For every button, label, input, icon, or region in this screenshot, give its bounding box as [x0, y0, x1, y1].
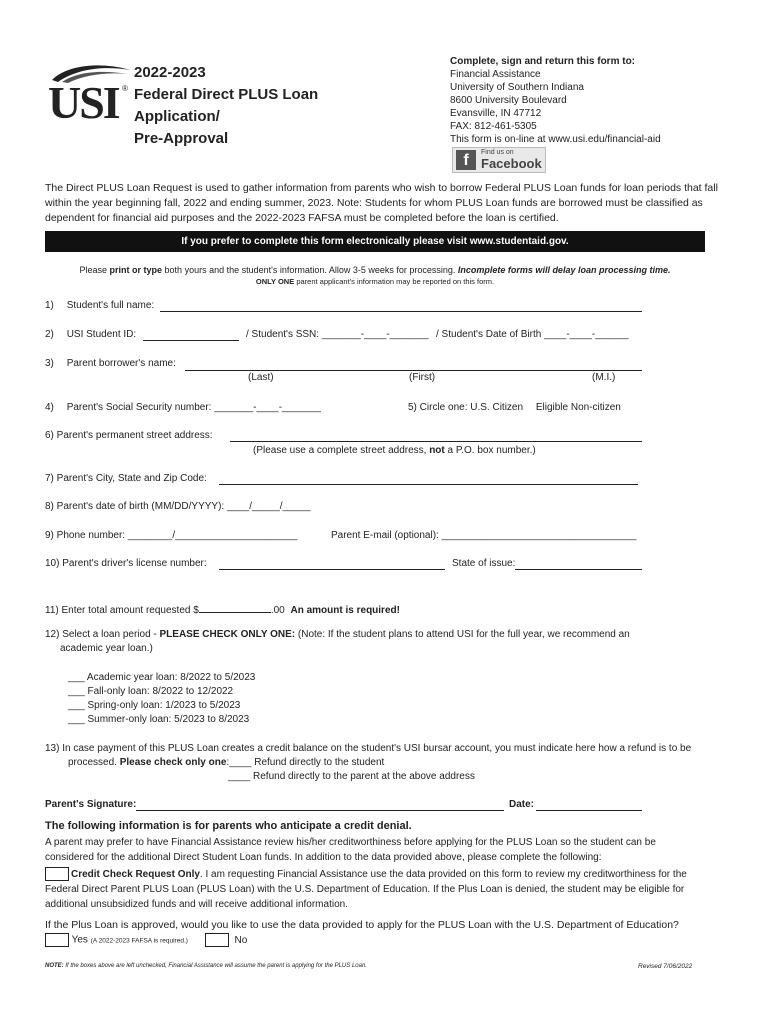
parent-dob-field[interactable]: 8) Parent's date of birth (MM/DD/YYYY): ____/_____/_____ [45, 501, 311, 512]
revised-date: Revised 7/06/2022 [638, 963, 693, 970]
instructions-line2 [45, 276, 705, 288]
address-note-text: (Please use a complete street address, [253, 445, 430, 456]
q12-text: (Note: If the student plans to attend USI for the full year, we recommend an [295, 629, 630, 640]
no-label: No [234, 934, 248, 946]
return-heading: Complete, sign and return this form to: [450, 56, 636, 67]
approval-question: If the Plus Loan is approved, would you like to use the data provided to apply for the PLUS Loan with the U.S. Department of Education? [45, 919, 679, 931]
amount-label: 11) Enter total amount requested $ [45, 605, 199, 616]
instructions [45, 264, 705, 288]
us-citizen-option[interactable]: 5) Circle one: U.S. Citizen [408, 402, 524, 413]
q4-parent-ssn [45, 402, 321, 413]
yes-label: Yes [71, 934, 88, 946]
instr-text: parent applicant's information may be reported on this form. [294, 277, 495, 286]
signature-field[interactable] [136, 810, 504, 811]
summer-only-option[interactable]: ___ Summer-only loan: 5/2023 to 8/2023 [68, 714, 250, 725]
amount-field[interactable] [199, 600, 271, 613]
credit-check-label: Credit Check Request Only [71, 869, 200, 880]
refund-student-option[interactable]: :____ Refund directly to the student [226, 757, 385, 768]
title-line3: Application/ [134, 108, 220, 125]
address-note [253, 445, 536, 456]
approval-options [45, 933, 247, 947]
credit-text: A parent may prefer to have Financial Assistance review his/her creditworthiness before applying for the PLUS Loan so the student can be [45, 837, 656, 848]
title-year: 2022-2023 [134, 64, 206, 81]
refund-parent-option[interactable]: ____ Refund directly to the parent at the above address [228, 771, 475, 782]
q1-label: Student's full name: [66, 300, 155, 311]
q11-amount [45, 600, 400, 616]
footer-note-text: If the boxes above are left unchecked, Financial Assistance will assume the parent is applying for the PLUS Loan. [63, 963, 367, 969]
instr-bold: print or type [109, 265, 163, 275]
return-line: Evansville, IN 47712 [450, 108, 542, 119]
q12-text: 12) Select a loan period - [45, 629, 160, 640]
electronic-banner: If you prefer to complete this form electronically please visit www.studentaid.gov. [45, 231, 705, 252]
intro-line: dependent for financial aid purposes and the 2022-2023 FAFSA must be completed before the loan is certified. [45, 212, 559, 224]
state-of-issue-label: State of issue: [452, 558, 516, 569]
q13-bold: Please check only one [119, 757, 227, 768]
q2-number: 2) [45, 329, 54, 340]
credit-text: considered for the additional Direct Student Loan funds. In addition to the data provided above, please complete the following: [45, 852, 602, 863]
q1-student-name [45, 300, 154, 311]
intro-line: The Direct PLUS Loan Request is used to gather information from parents who wish to borrow Federal PLUS Loan funds for loan periods that fall [45, 182, 718, 194]
title-line2: Federal Direct PLUS Loan [134, 86, 319, 103]
student-id-field[interactable] [143, 340, 239, 341]
q12-loan-period [45, 628, 630, 656]
logo-registered: ® [122, 84, 128, 93]
parent-address-field[interactable] [230, 441, 642, 442]
first-name-label: (First) [409, 372, 436, 383]
address-note-text: a P.O. box number.) [444, 445, 536, 456]
q7-city-label: 7) Parent's City, State and Zip Code: [45, 473, 207, 484]
middle-initial-label: (M.I.) [592, 372, 616, 383]
facebook-icon: f [456, 150, 476, 170]
date-field[interactable] [536, 810, 642, 811]
yes-note: (A 2022-2023 FAFSA is required.) [90, 937, 188, 945]
q3-parent-name [45, 358, 176, 369]
credit-text: additional unsubsidized funds and will receive additional information. [45, 899, 348, 910]
amount-cents: .00 [270, 605, 285, 616]
eligible-noncitizen-option[interactable]: Eligible Non-citizen [535, 402, 621, 413]
instructions-line [45, 264, 705, 276]
phone-field[interactable]: 9) Phone number: ________/______________________ [45, 530, 298, 541]
q12-line2: academic year loan.) [60, 643, 153, 654]
q5-citizenship [408, 402, 621, 413]
fall-only-option[interactable]: ___ Fall-only loan: 8/2022 to 12/2022 [68, 686, 234, 697]
address-note-bold: not [429, 445, 445, 456]
credit-check-row [45, 867, 687, 912]
instr-only-one: ONLY ONE [255, 277, 295, 286]
facebook-small-text: Find us on [481, 149, 514, 156]
state-of-issue-field[interactable] [515, 569, 642, 570]
return-line: University of Southern Indiana [450, 82, 584, 93]
license-field[interactable] [219, 569, 445, 570]
parent-ssn-field[interactable]: Parent's Social Security number: _______-____-_______ [66, 402, 321, 413]
facebook-badge[interactable] [452, 147, 546, 173]
return-line: Financial Assistance [450, 69, 541, 80]
return-address [450, 55, 661, 146]
q10-license-label: 10) Parent's driver's license number: [45, 558, 207, 569]
instr-text: both yours and the student's information. Allow 3-5 weeks for processing. [162, 265, 458, 275]
signature-label: Parent's Signature: [45, 799, 137, 810]
usi-logo [48, 62, 132, 128]
q2-label: USI Student ID: [66, 329, 137, 340]
spring-only-option[interactable]: ___ Spring-only loan: 1/2023 to 5/2023 [68, 700, 241, 711]
q3-number: 3) [45, 358, 54, 369]
parent-name-field[interactable] [185, 370, 642, 371]
date-label: Date: [509, 799, 535, 810]
form-title [134, 62, 318, 150]
credit-check-checkbox[interactable] [45, 867, 69, 881]
city-state-zip-field[interactable] [219, 484, 638, 485]
student-dob-field[interactable]: / Student's Date of Birth ____-____-______ [436, 329, 629, 340]
q4-number: 4) [45, 402, 54, 413]
yes-checkbox[interactable] [45, 933, 69, 947]
last-name-label: (Last) [248, 372, 274, 383]
return-line: FAX: 812-461-5305 [450, 121, 537, 132]
loan-period-options [68, 671, 255, 727]
title-line4: Pre-Approval [134, 130, 229, 147]
instr-italic: Incomplete forms will delay loan processing time. [457, 265, 671, 275]
return-line: This form is on-line at www.usi.edu/financial-aid [450, 134, 661, 145]
student-ssn-field[interactable]: / Student's SSN: _______-____-_______ [246, 329, 429, 340]
intro-paragraph [45, 181, 718, 226]
credit-check-text: . I am requesting Financial Assistance use the data provided on this form to review my creditworthiness for the [199, 869, 687, 880]
academic-year-option[interactable]: ___ Academic year loan: 8/2022 to 5/2023 [68, 672, 256, 683]
q2-student-id [45, 329, 136, 340]
credit-text: Federal Direct Parent PLUS Loan (PLUS Loan) with the U.S. Department of Education. If the Plus Loan is denied, the student may be eligible for [45, 884, 685, 895]
amount-required-note: An amount is required! [290, 605, 400, 616]
intro-line: within the year beginning fall, 2022 and ending summer, 2023. Note: Students for whom PLUS Loan funds are borrowed must be classified as [45, 197, 703, 209]
footer-note [45, 963, 367, 969]
q6-address-label: 6) Parent's permanent street address: [45, 430, 213, 441]
q13-text: 13) In case payment of this PLUS Loan creates a credit balance on the student's USI bursar account, you must indicate here how a refund is to be [45, 743, 692, 754]
q1-number: 1) [45, 300, 54, 311]
no-checkbox[interactable] [205, 933, 229, 947]
instr-text: Please [79, 265, 110, 275]
student-name-field[interactable] [160, 311, 642, 312]
credit-heading: The following information is for parents who anticipate a credit denial. [45, 820, 412, 832]
q13-refund [45, 742, 691, 784]
q12-bold: PLEASE CHECK ONLY ONE: [159, 629, 296, 640]
q3-label: Parent borrower's name: [66, 358, 176, 369]
q13-text: processed. [68, 757, 120, 768]
footer-note-bold: NOTE: [45, 963, 64, 969]
credit-paragraph [45, 835, 656, 865]
facebook-text: Facebook [481, 156, 542, 171]
logo-text: USI [48, 77, 119, 128]
email-field[interactable]: Parent E-mail (optional): ___________________________________ [331, 530, 637, 541]
return-line: 8600 University Boulevard [450, 95, 567, 106]
